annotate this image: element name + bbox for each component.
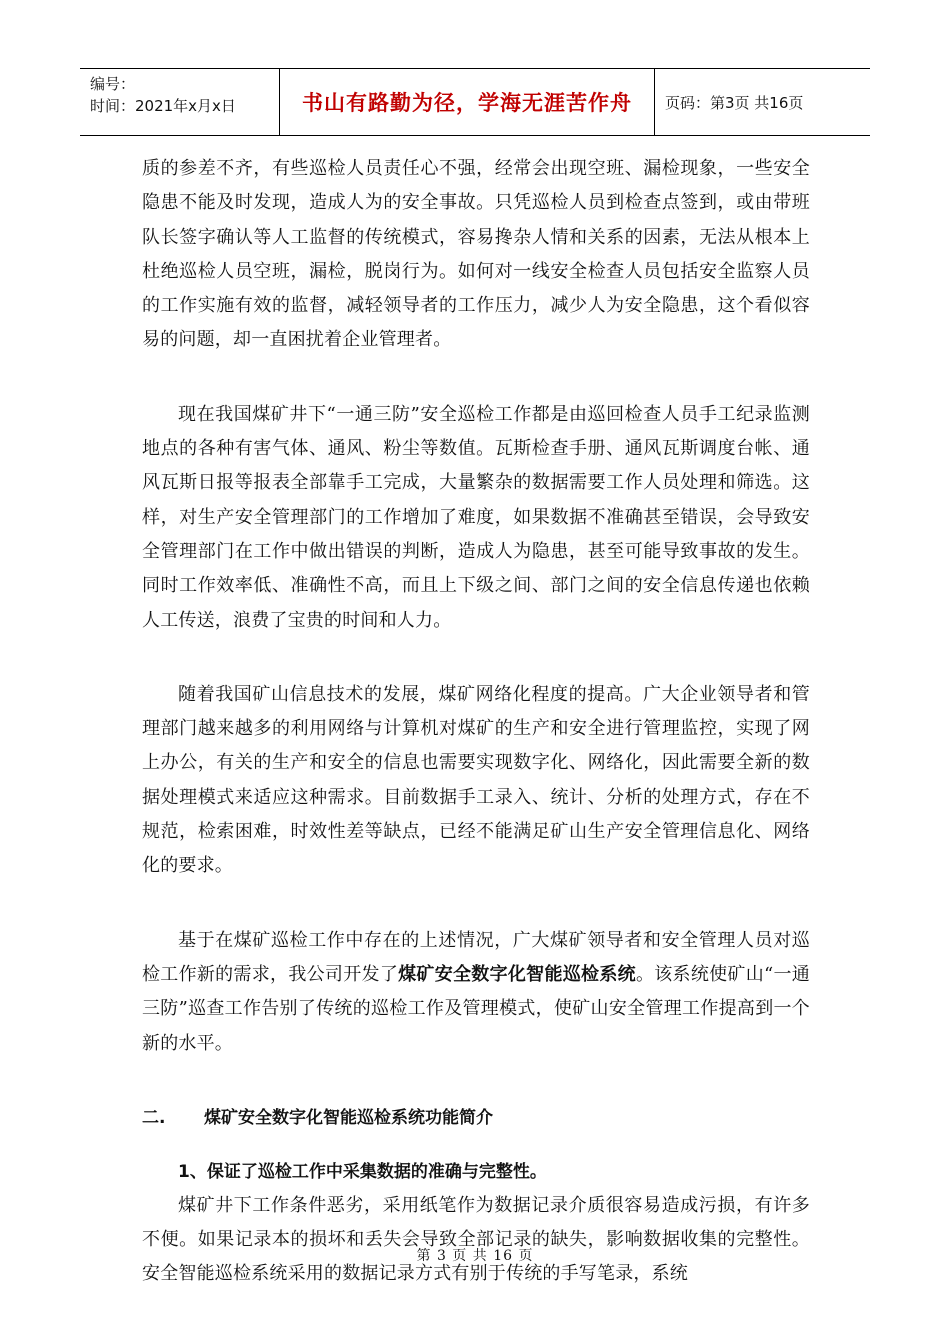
paragraph-4-text-a: 基于在煤矿巡检工作中存在的上述情况，广大煤矿领导者和安全管理人员对巡检工作新的需求，我公司开发了 [142,929,810,985]
page-footer: 第 3 页 共 16 页 [416,1248,534,1264]
system-name-highlight: 煤矿安全数字化智能巡检系统 [398,963,636,985]
subsection-heading: 1、保证了巡检工作中采集数据的准确与完整性。 [178,1161,547,1182]
document-body [142,152,810,1292]
code-label: 编号： [90,75,136,93]
paragraph-4 [142,924,810,1061]
paragraph-1: 质的参差不齐，有些巡检人员责任心不强，经常会出现空班、漏检现象，一些安全隐患不能及时发现，造成人为的安全事故。只凭巡检人员到检查点签到，或由带班队长签字确认等人工监督的传统模式，容易搀杂人情和关系的因素，无法从根本上杜绝巡检人员空班，漏检，脱岗行为。如何对一线安全检查人员包括安全监察人员的工作实施有效的监督，减轻领导者的工作压力，减少人为安全隐患，这个看似容易的问题，却一直困扰着企业管理者。 [142,158,810,351]
paragraph-3: 随着我国矿山信息技术的发展，煤矿网络化程度的提高。广大企业领导者和管理部门越来越多的利用网络与计算机对煤矿的生产和安全进行管理监控，实现了网上办公，有关的生产和安全的信息也需要实现数字化、网络化，因此需要全新的数据处理模式来适应这种需求。目前数据手工录入、统计、分析的处理方式，存在不规范，检索困难，时效性差等缺点，已经不能满足矿山生产安全管理信息化、网络化的要求。 [142,683,810,877]
paragraph-2: 现在我国煤矿井下“一通三防”安全巡检工作都是由巡回检查人员手工纪录监测地点的各种有害气体、通风、粉尘等数值。瓦斯检查手册、通风瓦斯调度台帐、通风瓦斯日报等报表全部靠手工完成，大量繁杂的数据需要工作人员处理和筛选。这样，对生产安全管理部门的工作增加了难度，如果数据不准确甚至错误，会导致安全管理部门在工作中做出错误的判断，造成人为隐患，甚至可能导致事故的发生。同时工作效率低、准确性不高，而且上下级之间、部门之间的安全信息传递也依赖人工传送，浪费了宝贵的时间和人力。 [142,403,810,631]
page-header [80,68,870,136]
header-page-info: 页码：第3页 共16页 [665,93,804,112]
paragraph-4-text-c: 。该系统使矿山“一通三防”巡查工作告别了传统的巡检工作及管理模式，使矿山安全管理工作提高到一个新的水平。 [142,963,810,1054]
header-meta [80,69,280,135]
header-motto: 书山有路勤为径，学海无涯苦作舟 [280,69,655,135]
date-label: 时间：2021年x月x日 [90,97,236,115]
paragraph-5: 煤矿井下工作条件恶劣，采用纸笔作为数据记录介质很容易造成污损，有许多不便。如果记录本的损坏和丢失会导致全部记录的缺失，影响数据收集的完整性。安全智能巡检系统采用的数据记录方式有别于传统的手写笔录，系统 [142,1194,810,1285]
section-title: 煤矿安全数字化智能巡检系统功能简介 [204,1107,493,1128]
section-number: 二. [142,1107,166,1128]
section-heading [142,1101,810,1135]
